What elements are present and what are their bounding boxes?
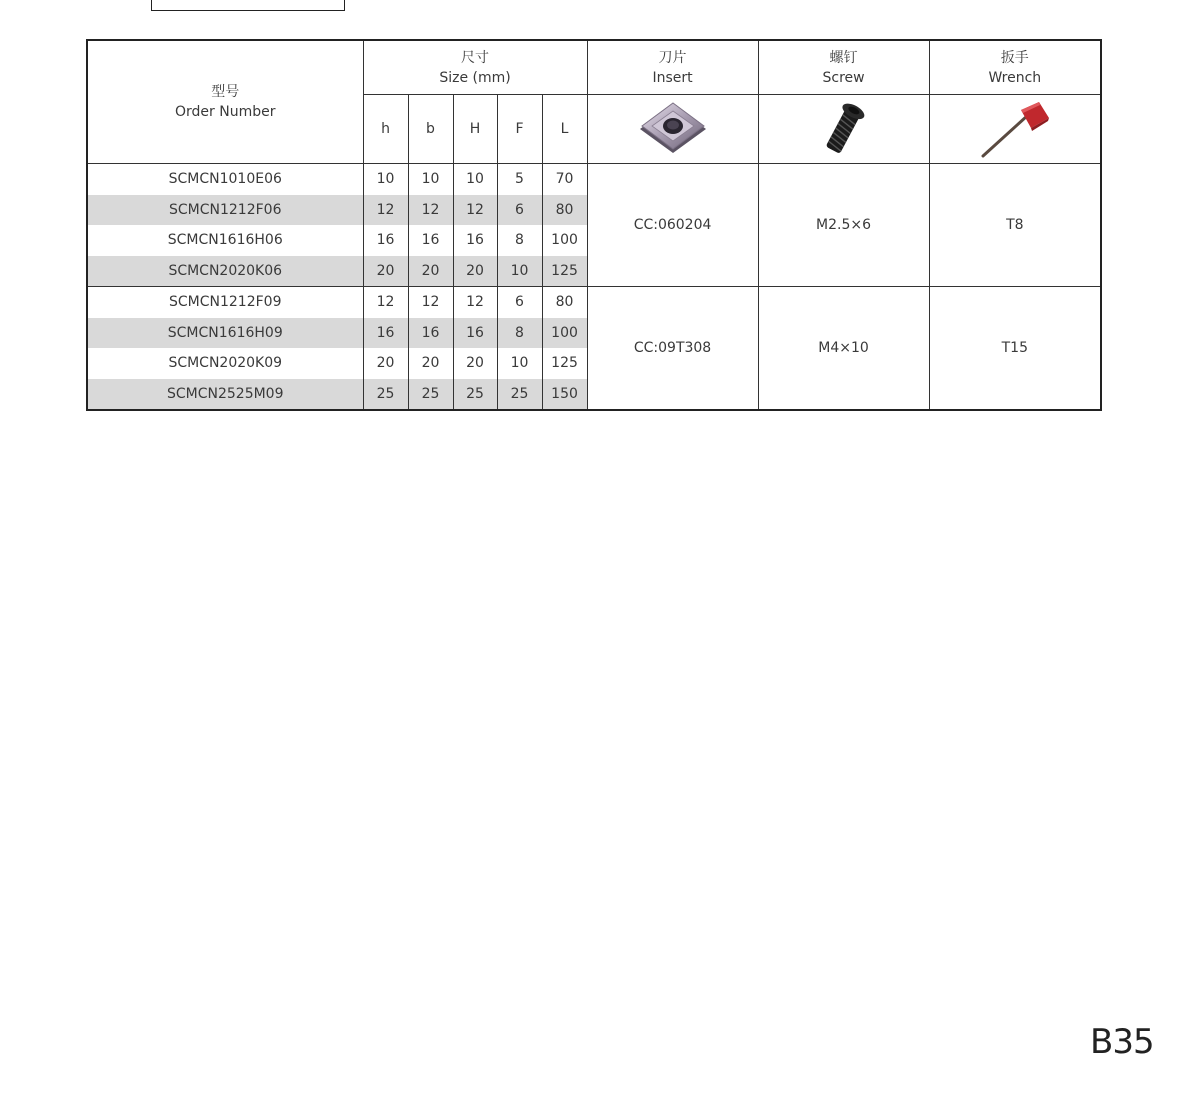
screw-en-label: Screw	[822, 69, 865, 86]
dim-F-cell: 10	[497, 256, 542, 287]
dim-h-cell: 16	[363, 318, 408, 349]
dim-h-cell: 16	[363, 225, 408, 256]
top-frame-box	[151, 0, 345, 11]
dim-L-cell: 125	[542, 256, 587, 287]
dim-h-cell: 20	[363, 256, 408, 287]
carbide-insert-icon	[636, 99, 710, 159]
order-cn-label: 型号	[211, 84, 240, 100]
order-number-cell: SCMCN1212F09	[87, 287, 363, 318]
dim-header-H: H	[453, 95, 497, 164]
wrench-header	[929, 40, 1101, 95]
dim-b-cell: 20	[408, 348, 453, 379]
dim-F-cell: 6	[497, 287, 542, 318]
insert-cell: CC:09T308	[587, 287, 758, 411]
size-en-label: Size (mm)	[439, 69, 511, 86]
dim-L-cell: 80	[542, 195, 587, 226]
insert-cell: CC:060204	[587, 164, 758, 287]
dim-F-cell: 8	[497, 225, 542, 256]
insert-header	[587, 40, 758, 95]
dim-H-cell: 20	[453, 256, 497, 287]
dim-L-cell: 100	[542, 225, 587, 256]
screw-image-cell	[758, 95, 929, 164]
dim-b-cell: 25	[408, 379, 453, 411]
dim-b-cell: 12	[408, 195, 453, 226]
dim-b-cell: 16	[408, 318, 453, 349]
dim-H-cell: 25	[453, 379, 497, 411]
dim-header-b: b	[408, 95, 453, 164]
screw-header	[758, 40, 929, 95]
dim-h-cell: 12	[363, 195, 408, 226]
wrench-en-label: Wrench	[988, 69, 1042, 86]
screw-cell: M4×10	[758, 287, 929, 411]
order-number-cell: SCMCN2020K06	[87, 256, 363, 287]
wrench-cell: T15	[929, 287, 1101, 411]
dim-h-cell: 20	[363, 348, 408, 379]
page-number: B35	[1090, 1022, 1154, 1062]
dim-F-cell: 6	[497, 195, 542, 226]
dim-header-L: L	[542, 95, 587, 164]
insert-en-label: Insert	[652, 69, 693, 86]
spec-table	[86, 39, 1102, 411]
dim-H-cell: 12	[453, 287, 497, 318]
table-row	[87, 287, 1101, 318]
wrench-image-cell	[929, 95, 1101, 164]
wrench-cn-label: 扳手	[1000, 49, 1029, 66]
order-number-header	[87, 40, 363, 164]
order-number-cell: SCMCN1212F06	[87, 195, 363, 226]
torx-screw-icon	[812, 98, 876, 160]
dim-L-cell: 150	[542, 379, 587, 411]
size-cn-label: 尺寸	[461, 49, 490, 66]
insert-image-cell	[587, 95, 758, 164]
dim-H-cell: 16	[453, 318, 497, 349]
dim-F-cell: 5	[497, 164, 542, 195]
size-header	[363, 40, 587, 95]
order-number-cell: SCMCN2020K09	[87, 348, 363, 379]
dim-F-cell: 10	[497, 348, 542, 379]
dim-header-F: F	[497, 95, 542, 164]
dim-H-cell: 12	[453, 195, 497, 226]
dim-b-cell: 12	[408, 287, 453, 318]
wrench-cell: T8	[929, 164, 1101, 287]
dim-H-cell: 16	[453, 225, 497, 256]
dim-header-h: h	[363, 95, 408, 164]
table-row	[87, 164, 1101, 195]
insert-cn-label: 刀片	[658, 49, 687, 66]
screw-cn-label: 螺钉	[829, 49, 858, 66]
dim-L-cell: 125	[542, 348, 587, 379]
order-number-cell: SCMCN2525M09	[87, 379, 363, 411]
screw-cell: M2.5×6	[758, 164, 929, 287]
dim-F-cell: 25	[497, 379, 542, 411]
dim-L-cell: 100	[542, 318, 587, 349]
dim-L-cell: 70	[542, 164, 587, 195]
dim-L-cell: 80	[542, 287, 587, 318]
dim-h-cell: 10	[363, 164, 408, 195]
order-number-cell: SCMCN1616H09	[87, 318, 363, 349]
order-number-cell: SCMCN1616H06	[87, 225, 363, 256]
dim-H-cell: 10	[453, 164, 497, 195]
dim-H-cell: 20	[453, 348, 497, 379]
dim-h-cell: 25	[363, 379, 408, 411]
order-number-cell: SCMCN1010E06	[87, 164, 363, 195]
dim-b-cell: 20	[408, 256, 453, 287]
dim-F-cell: 8	[497, 318, 542, 349]
dim-h-cell: 12	[363, 287, 408, 318]
order-en-label: Order Number	[175, 104, 276, 120]
torx-wrench-icon	[977, 98, 1053, 160]
dim-b-cell: 16	[408, 225, 453, 256]
dim-b-cell: 10	[408, 164, 453, 195]
